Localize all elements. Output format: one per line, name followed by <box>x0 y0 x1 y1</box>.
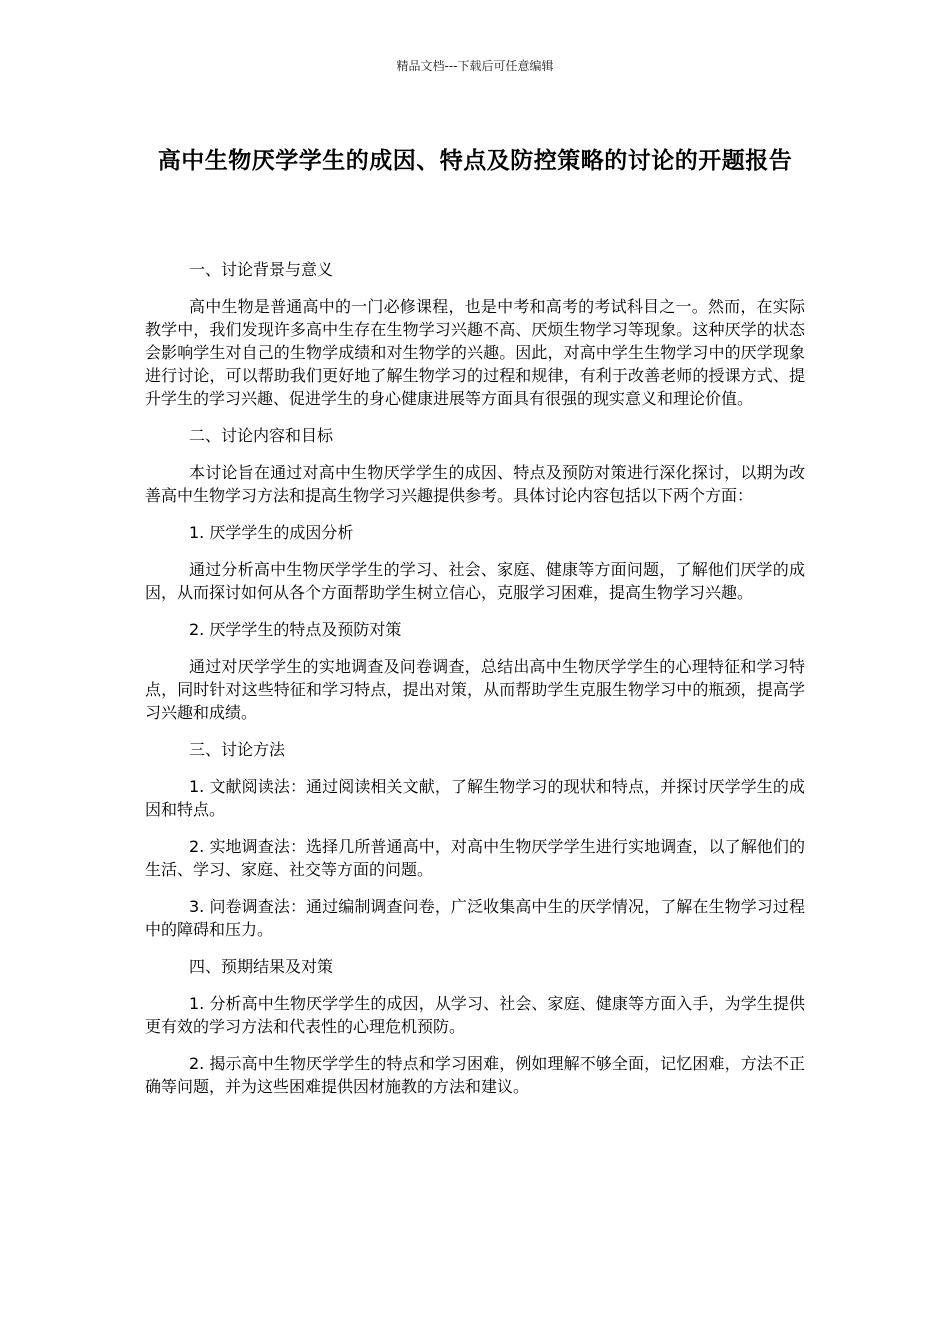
paragraph-causes: 通过分析高中生物厌学学生的学习、社会、家庭、健康等方面问题，了解他们厌学的成因，从而探讨如何从各个方面帮助学生树立信心，克服学习困难，提高生物学习兴趣。 <box>145 560 805 602</box>
paragraph-background: 高中生物是普通高中的一门必修课程，也是中考和高考的考试科目之一。然而，在实际教学中，我们发现许多高中生存在生物学习兴趣不高、厌烦生物学习等现象。这种厌学的状态会影响学生对自己的生物学成绩和对生物学的兴趣。因此，对高中学生生物学习中的厌学现象进行讨论，可以帮助我们更好地了解生物学习的过程和规律，有利于改善老师的授课方式、提升学生的学习兴趣、促进学生的身心健康进展等方面具有很强的现实意义和理论价值。 <box>145 297 805 408</box>
header-note: 精品文档---下载后可任意编辑 <box>396 59 554 73</box>
paragraph-content-intro: 本讨论旨在通过对高中生物厌学学生的成因、特点及预防对策进行深化探讨，以期为改善高中生物学习方法和提高生物学习兴趣提供参考。具体讨论内容包括以下两个方面： <box>145 463 805 505</box>
subheading-traits: 2. 厌学学生的特点及预防对策 <box>189 620 402 639</box>
method-item-field-survey: 2. 实地调查法：选择几所普通高中，对高中生物厌学学生进行实地调查，以了解他们的生活、学习、家庭、社交等方面的问题。 <box>145 837 805 879</box>
section-heading-content-goals: 二、讨论内容和目标 <box>189 426 334 445</box>
paragraph-traits: 通过对厌学学生的实地调查及问卷调查，总结出高中生物厌学学生的心理特征和学习特点，同时针对这些特征和学习特点，提出对策，从而帮助学生克服生物学习中的瓶颈，提高学习兴趣和成绩。 <box>145 657 805 722</box>
result-item-causes: 1. 分析高中生物厌学学生的成因，从学习、社会、家庭、健康等方面入手，为学生提供更有效的学习方法和代表性的心理危机预防。 <box>145 994 805 1036</box>
section-heading-expected-results: 四、预期结果及对策 <box>189 957 334 976</box>
method-item-questionnaire: 3. 问卷调查法：通过编制调查问卷，广泛收集高中生的厌学情况，了解在生物学习过程中的障碍和压力。 <box>145 897 805 939</box>
method-item-literature: 1. 文献阅读法：通过阅读相关文献，了解生物学习的现状和特点，并探讨厌学学生的成因和特点。 <box>145 777 805 819</box>
document-title: 高中生物厌学学生的成因、特点及防控策略的讨论的开题报告 <box>157 148 793 174</box>
result-item-difficulties: 2. 揭示高中生物厌学学生的特点和学习困难，例如理解不够全面，记忆困难，方法不正确等问题，并为这些困难提供因材施教的方法和建议。 <box>145 1054 805 1096</box>
section-heading-methods: 三、讨论方法 <box>189 740 286 759</box>
subheading-causes: 1. 厌学学生的成因分析 <box>189 523 354 542</box>
section-heading-background: 一、讨论背景与意义 <box>189 260 334 279</box>
document-body <box>145 258 805 1112</box>
